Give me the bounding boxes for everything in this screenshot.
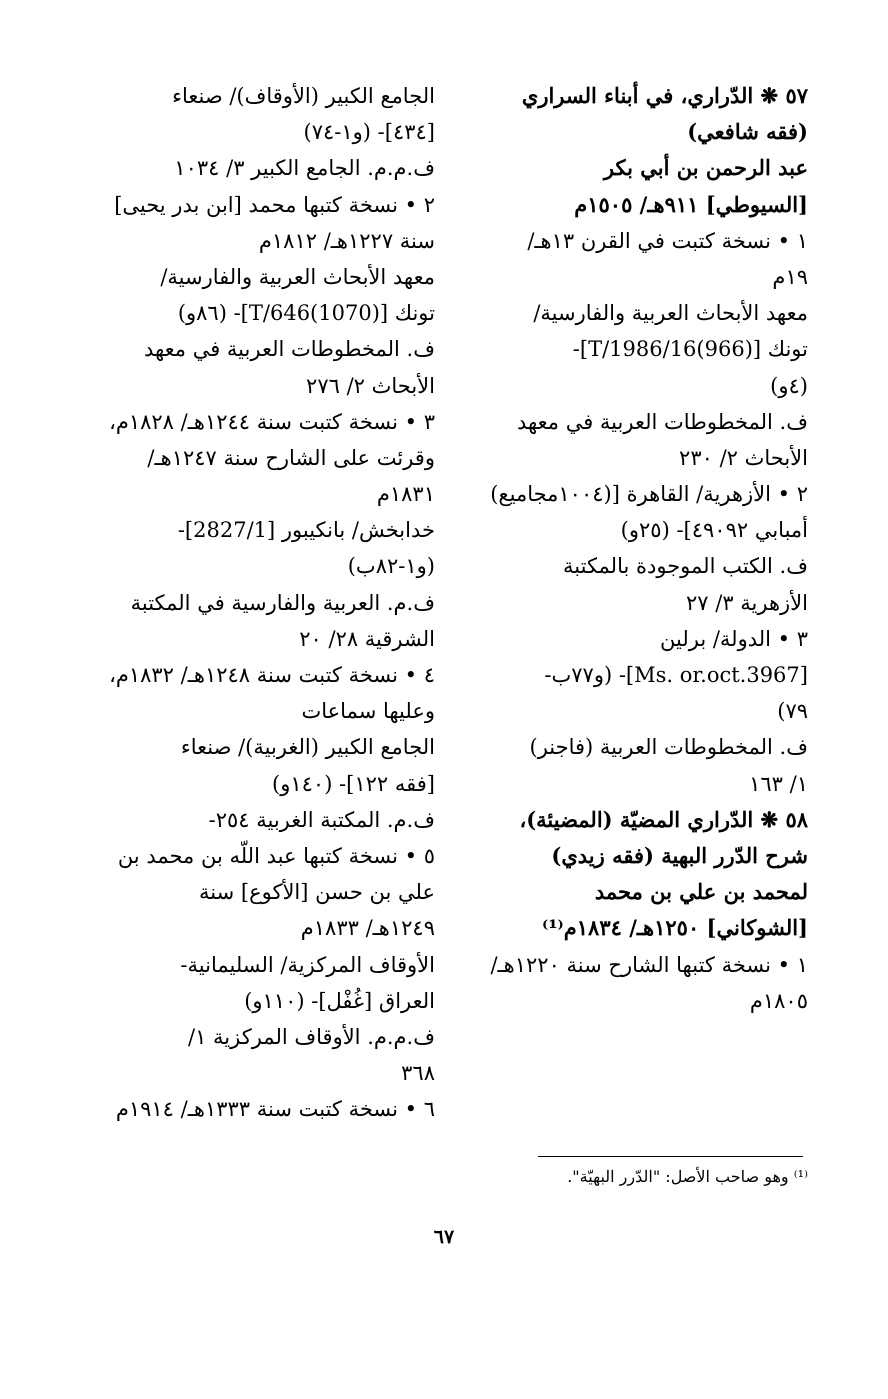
text-line: وقرئت على الشارح سنة ١٢٤٧هـ/ — [147, 445, 435, 470]
text-line: ١٨٠٥م — [749, 988, 808, 1013]
text-line: (و١-٨٢ب) — [347, 554, 435, 579]
text-line: لمحمد بن علي بن محمد — [594, 879, 808, 905]
text-line: عبد الرحمن بن أبي بكر — [603, 155, 808, 181]
text-line: ٥٨ ❋ الدّراري المضيّة (المضيئة)، — [519, 806, 808, 832]
text-line: ف.م. العربية والفارسية في المكتبة — [130, 590, 435, 615]
text-line: [٤٣٤]- (و١-٧٤) — [303, 120, 435, 145]
text-line: الأبحاث ٢/ ٢٧٦ — [306, 373, 435, 398]
text-line: الأبحاث ٢/ ٢٣٠ — [679, 445, 808, 470]
text-line: ١٨٣١م — [376, 482, 435, 507]
text-line: معهد الأبحاث العربية والفارسية/ — [160, 264, 435, 289]
text-line: الجامع الكبير (الأوقاف)/ صنعاء — [172, 84, 435, 108]
right-column — [448, 78, 808, 1019]
text-line: أمبابي ٤٩٠٩٢]- (٢٥و) — [620, 518, 808, 543]
text-line: ٣ • نسخة كتبت سنة ١٢٤٤هـ/ ١٨٢٨م، — [109, 409, 435, 434]
text-line: [فقه ١٢٢]- (١٤٠و) — [272, 771, 435, 796]
text-line: الأزهرية ٣/ ٢٧ — [685, 590, 808, 615]
text-line: تونك [T/646(1070)]- (٨٦و) — [177, 301, 435, 326]
text-line: (٤و) — [770, 373, 808, 398]
text-line: ف.م.م. الأوقاف المركزية ١/ — [188, 1024, 435, 1049]
text-line: وعليها سماعات — [301, 699, 435, 724]
text-line: ٣ • الدولة/ برلين — [660, 626, 808, 651]
text-line: ١ • نسخة كتبها الشارح سنة ١٢٢٠هـ/ — [490, 952, 808, 977]
left-column — [80, 78, 435, 1127]
text-line: ف. المخطوطات العربية في معهد — [516, 409, 808, 434]
text-line: ف.م.م. الجامع الكبير ٣/ ١٠٣٤ — [174, 156, 435, 181]
text-line: ١ • نسخة كتبت في القرن ١٣هـ/ — [527, 228, 808, 253]
text-line: ٣٦٨ — [401, 1061, 435, 1086]
text-line: ٥ • نسخة كتبها عبد اللّه بن محمد بن — [117, 843, 435, 868]
text-line: [الشوكاني] ١٢٥٠هـ/ ١٨٣٤م⁽¹⁾ — [542, 915, 808, 941]
text-line: ٢ • نسخة كتبها محمد [ابن بدر يحيى] — [114, 192, 435, 217]
footnote-divider — [538, 1156, 803, 1157]
page-number: ٦٧ — [433, 1226, 455, 1248]
text-line: ١٩م — [772, 264, 808, 289]
text-line: شرح الدّرر البهية (فقه زيدي) — [551, 842, 808, 868]
text-line: الشرقية ٢٨/ ٢٠ — [299, 626, 435, 651]
text-line: [Ms. or.oct.3967]- (و٧٧ب- — [544, 663, 808, 687]
text-line: سنة ١٢٢٧هـ/ ١٨١٢م — [258, 228, 435, 253]
text-line: ١٢٤٩هـ/ ١٨٣٣م — [300, 916, 435, 941]
text-line: معهد الأبحاث العربية والفارسية/ — [533, 301, 808, 326]
text-line: خدابخش/ بانكيبور [2827/1]- — [177, 518, 435, 543]
footnote: ⁽¹⁾ وهو صاحب الأصل: "الدّرر البهيّة". — [567, 1167, 808, 1186]
text-line: (فقه شافعي) — [687, 119, 808, 145]
text-line: ١/ ١٦٣ — [749, 771, 808, 796]
text-line: ٧٩) — [777, 699, 808, 724]
text-line: الأوقاف المركزية/ السليمانية- — [180, 952, 435, 977]
text-line: ٤ • نسخة كتبت سنة ١٢٤٨هـ/ ١٨٣٢م، — [109, 663, 435, 687]
text-line: علي بن حسن [الأكوع] سنة — [199, 880, 435, 905]
text-line: ف. المخطوطات العربية (فاجنر) — [529, 735, 808, 760]
text-line: العراق [غُفْل]- (١١٠و) — [244, 988, 435, 1013]
text-line: ٥٧ ❋ الدّراري، في أبناء السراري — [521, 83, 808, 108]
text-line: ف.م. المكتبة الغربية ٢٥٤- — [208, 807, 435, 832]
text-line: [السيوطي] ٩١١هـ/ ١٥٠٥م — [574, 191, 808, 217]
text-line: ف. الكتب الموجودة بالمكتبة — [563, 554, 808, 579]
text-line: ٦ • نسخة كتبت سنة ١٣٣٣هـ/ ١٩١٤م — [115, 1097, 435, 1122]
text-line: الجامع الكبير (الغربية)/ صنعاء — [180, 735, 435, 760]
text-line: ٢ • الأزهرية/ القاهرة [(١٠٠٤مجاميع) — [490, 482, 808, 507]
text-line: تونك [T/1986/16(966)]- — [572, 337, 808, 362]
text-line: ف. المخطوطات العربية في معهد — [143, 337, 435, 362]
